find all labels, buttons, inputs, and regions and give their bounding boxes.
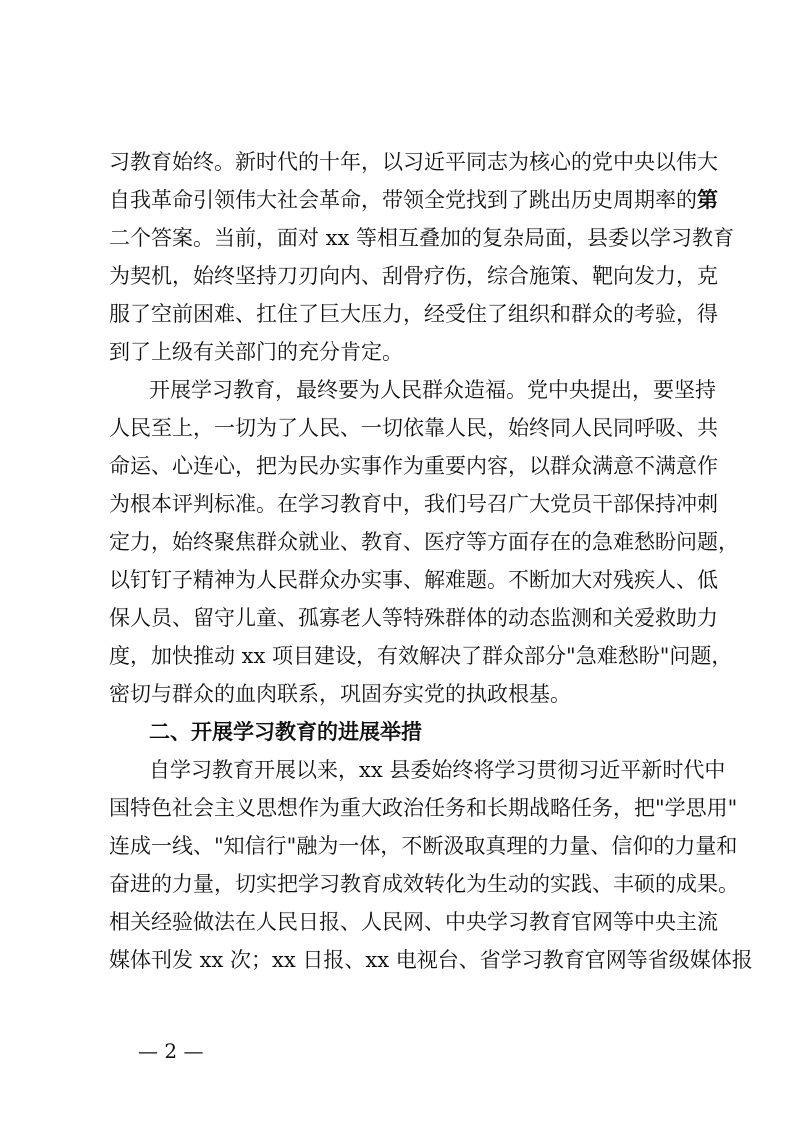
- paragraph-2-line-8: 度，加快推动 xx 项目建设，有效解决了群众部分"急难愁盼"问题，: [109, 644, 733, 668]
- paragraph-3-line-5: 相关经验做法在人民日报、人民网、中央学习教育官网等中央主流: [109, 910, 718, 934]
- paragraph-1-line-1: 习教育始终。新时代的十年，以习近平同志为核心的党中央以伟大: [109, 150, 718, 174]
- paragraph-1-line-2: [109, 181, 718, 219]
- paragraph-3-line-2: 国特色社会主义思想作为重大政治任务和长期战略任务，把"学思用": [109, 796, 738, 820]
- paragraph-2-line-4: 为根本评判标准。在学习教育中，我们号召广大党员干部保持冲刺: [109, 492, 718, 516]
- paragraph-2-line-7: 保人员、留守儿童、孤寡老人等特殊群体的动态监测和关爱救助力: [109, 606, 718, 630]
- paragraph-2-line-2: 人民至上，一切为了人民、一切依靠人民，始终同人民同呼吸、共: [109, 416, 718, 440]
- paragraph-3-line-4: 奋进的力量，切实把学习教育成效转化为生动的实践、丰硕的成果。: [109, 872, 739, 896]
- paragraph-2-line-1: 开展学习教育，最终要为人民群众造福。党中央提出，要坚持: [149, 378, 716, 402]
- paragraph-2-line-6: 以钉钉子精神为人民群众办实事、解难题。不断加大对残疾人、低: [109, 568, 718, 592]
- paragraph-1-line-2-bold: 第: [697, 188, 718, 212]
- page-number: — 2 —: [138, 1039, 204, 1063]
- paragraph-1-line-5: 服了空前困难、扛住了巨大压力，经受住了组织和群众的考验，得: [109, 302, 718, 326]
- paragraph-2-line-3: 命运、心连心，把为民办实事作为重要内容，以群众满意不满意作: [109, 454, 718, 478]
- paragraph-2-line-9: 密切与群众的血肉联系，巩固夯实党的执政根基。: [109, 682, 571, 706]
- paragraph-1-line-2-text: 自我革命引领伟大社会革命，带领全党找到了跳出历史周期率的: [109, 188, 697, 212]
- paragraph-2-line-5: 定力，始终聚焦群众就业、教育、医疗等方面存在的急难愁盼问题，: [109, 530, 739, 554]
- paragraph-1-line-3: 二个答案。当前，面对 xx 等相互叠加的复杂局面，县委以学习教育: [109, 226, 735, 250]
- section-heading: 二、开展学习教育的进展举措: [149, 720, 422, 744]
- paragraph-3-line-3: 连成一线、"知信行"融为一体，不断汲取真理的力量、信仰的力量和: [109, 834, 738, 858]
- paragraph-3-line-6: 媒体刊发 xx 次；xx 日报、xx 电视台、省学习教育官网等省级媒体报: [109, 948, 753, 972]
- paragraph-1-line-6: 到了上级有关部门的充分肯定。: [109, 340, 403, 364]
- paragraph-3-line-1: 自学习教育开展以来，xx 县委始终将学习贯彻习近平新时代中: [149, 758, 726, 782]
- paragraph-1-line-4: 为契机，始终坚持刀刃向内、刮骨疗伤，综合施策、靶向发力，克: [109, 264, 718, 288]
